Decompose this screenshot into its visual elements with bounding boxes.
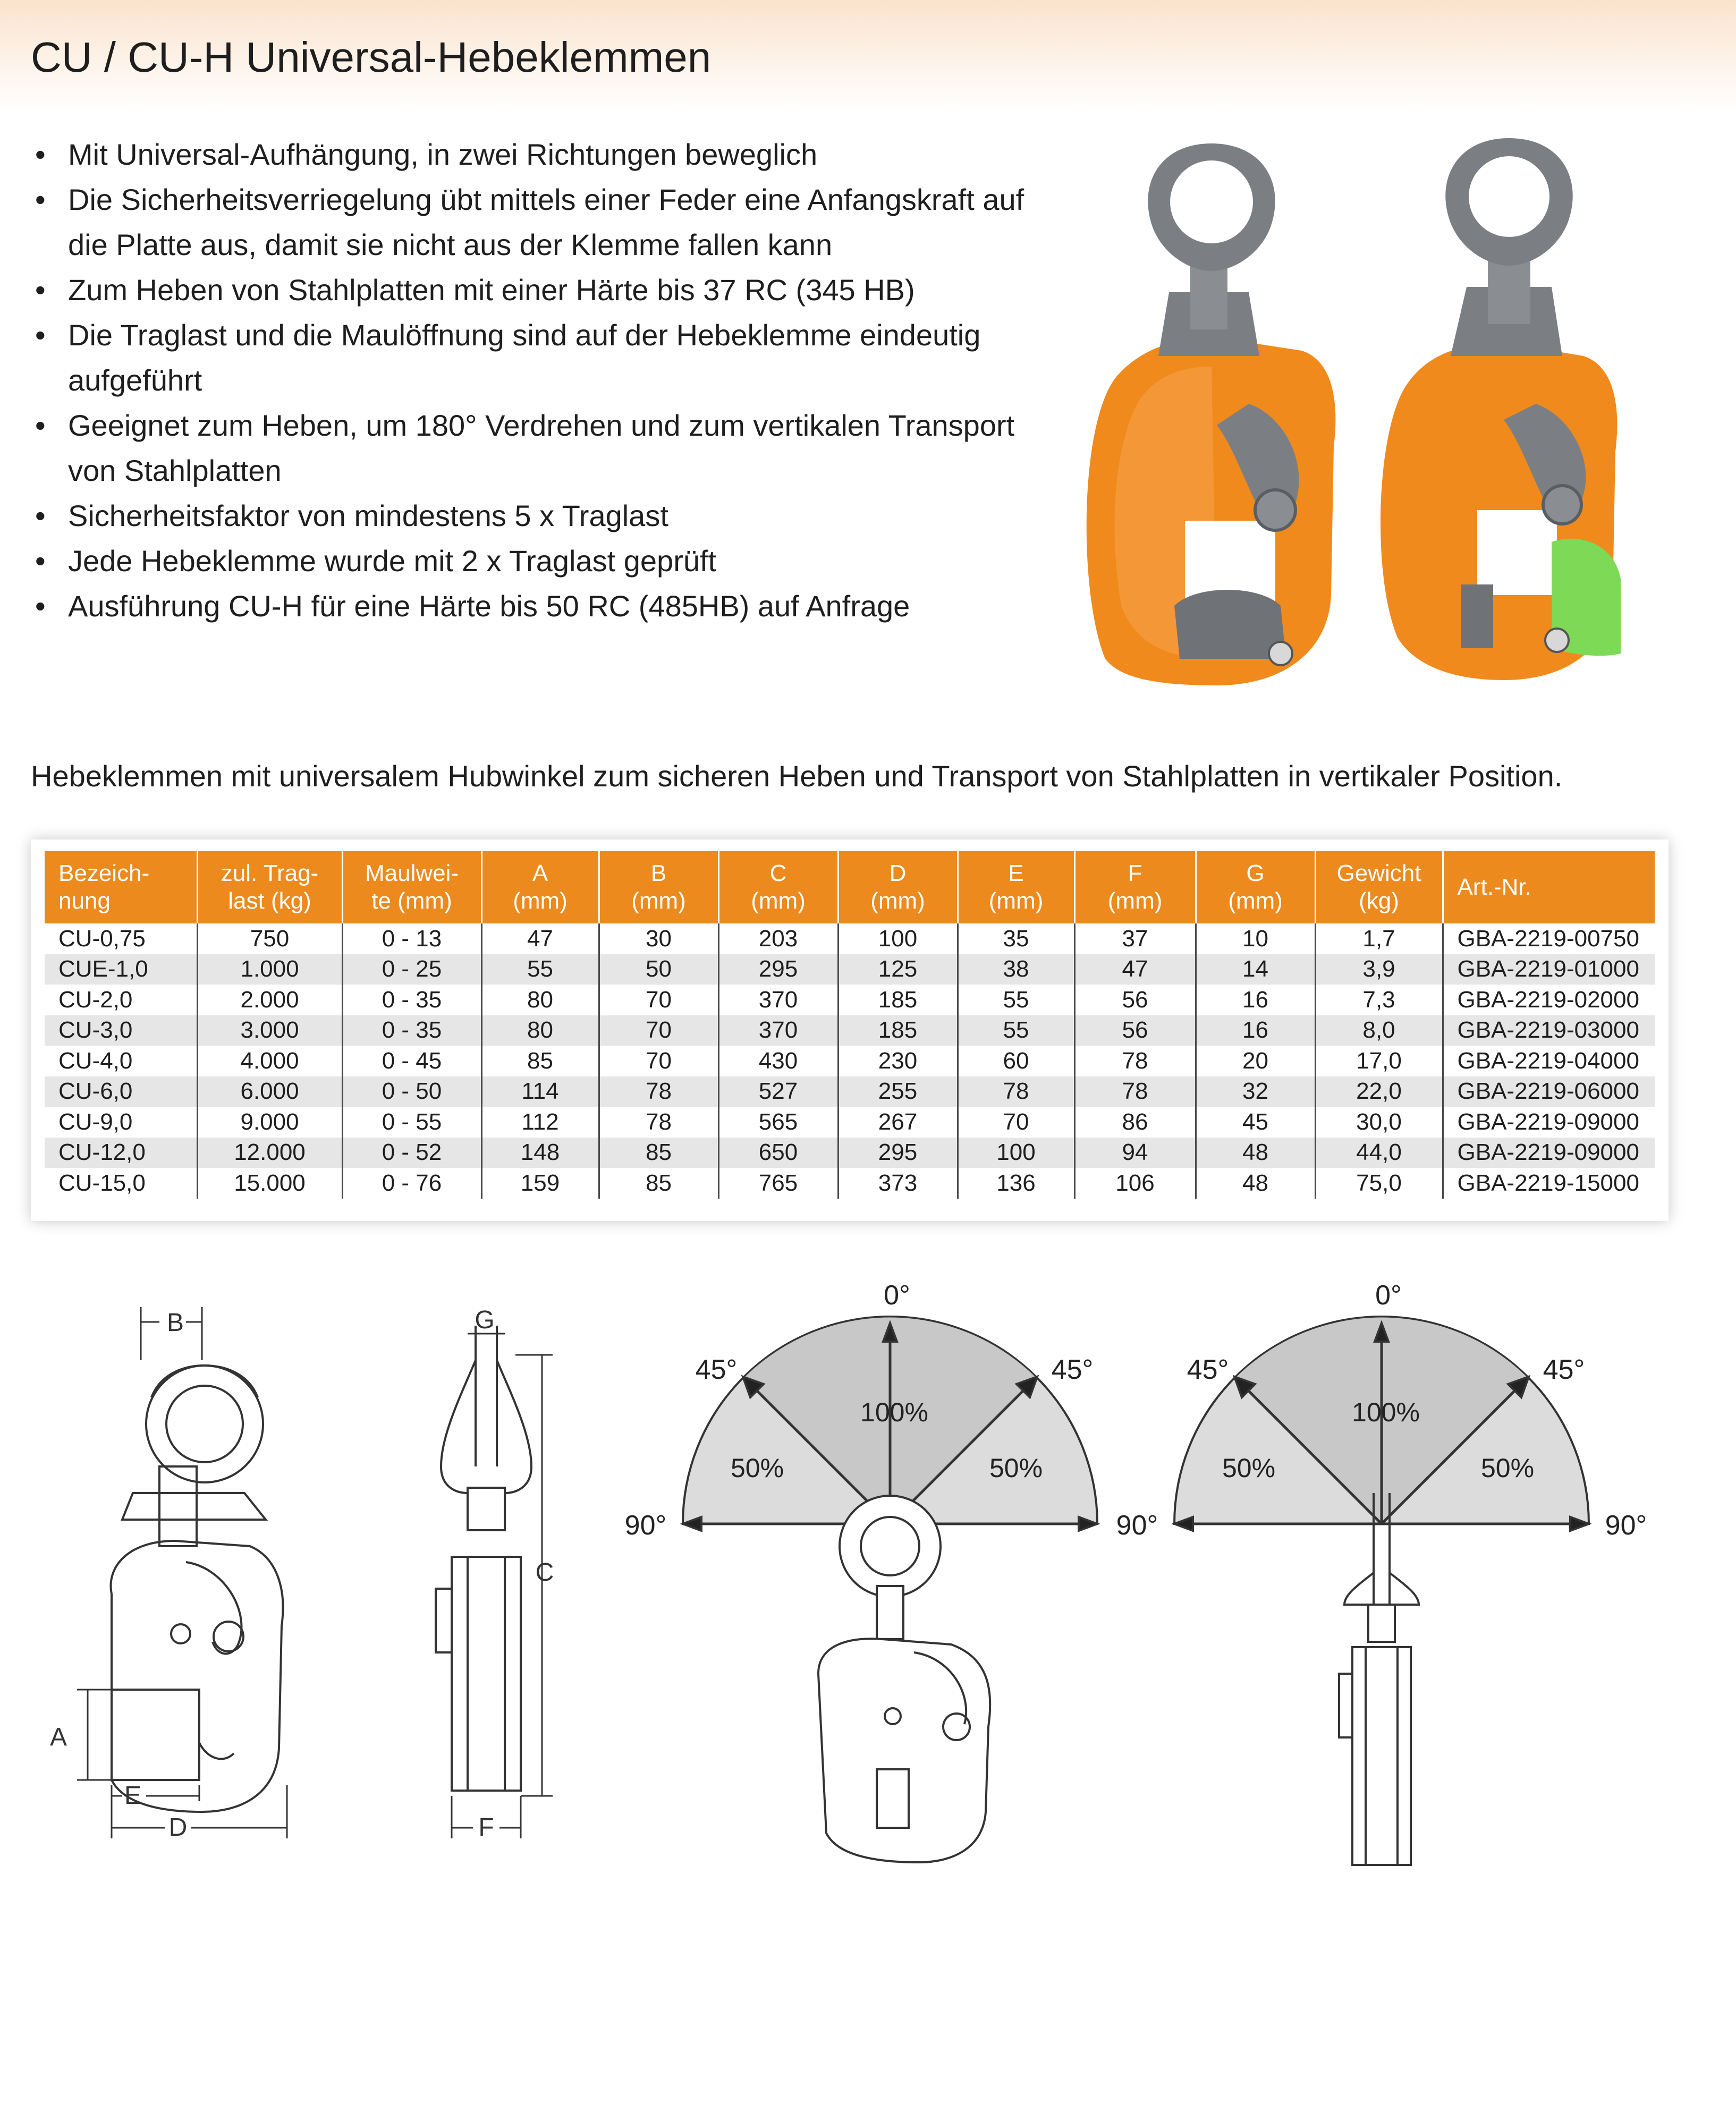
cell-b: 78 (599, 1076, 718, 1107)
cell-e: 100 (958, 1138, 1074, 1168)
load-label-100: 100% (1352, 1397, 1420, 1427)
bullet: • (35, 318, 46, 352)
cell-g: 20 (1196, 1046, 1315, 1076)
feature-text: Geeignet zum Heben, um 180° Verdrehen und zum vertikalen Transport von Stahlplatten (68, 409, 1015, 487)
cell-f: 47 (1074, 954, 1196, 985)
cell-a: 55 (481, 954, 599, 985)
angle-label-0: 0° (1375, 1280, 1402, 1311)
cell-b: 70 (599, 1046, 718, 1076)
cell-a: 80 (481, 985, 599, 1015)
col-header-e: E (mm) (958, 851, 1074, 923)
cell-d: 100 (838, 923, 958, 954)
cell-c: 565 (718, 1107, 838, 1138)
cell-b: 70 (599, 985, 718, 1015)
bullet: • (35, 273, 46, 307)
cell-b: 78 (599, 1107, 718, 1138)
feature-text: Ausführung CU-H für eine Härte bis 50 RC (485HB) auf Anfrage (68, 589, 910, 623)
cell-jaw: 0 - 25 (342, 954, 481, 985)
cell-g: 16 (1196, 1015, 1315, 1046)
clamp-illustration-right (1381, 138, 1621, 680)
cell-e: 70 (958, 1107, 1074, 1138)
table-row (45, 1046, 1655, 1076)
feature-item (31, 132, 1056, 177)
page-title: CU / CU-H Universal-Hebeklemmen (31, 33, 712, 81)
cell-a: 159 (481, 1168, 599, 1199)
cell-name: CU-6,0 (45, 1076, 197, 1107)
cell-load: 12.000 (197, 1138, 342, 1168)
angle-label-90-left: 90° (624, 1510, 667, 1541)
col-header-c: C (mm) (718, 851, 838, 923)
cell-load: 750 (197, 923, 342, 954)
table-row (45, 954, 1655, 985)
load-label-50-right: 50% (989, 1453, 1043, 1483)
cell-a: 114 (481, 1076, 599, 1107)
cell-article: GBA-2219-02000 (1443, 985, 1655, 1015)
cell-name: CU-3,0 (45, 1015, 197, 1046)
feature-text: Zum Heben von Stahlplatten mit einer Härte bis 37 RC (345 HB) (68, 273, 915, 307)
cell-b: 85 (599, 1168, 718, 1199)
col-header-d: D (mm) (838, 851, 958, 923)
side-view-drawing (436, 1306, 554, 1842)
cell-load: 9.000 (197, 1107, 342, 1138)
cell-load: 15.000 (197, 1168, 342, 1199)
cell-e: 136 (958, 1168, 1074, 1199)
angle-label-90-right: 90° (1605, 1510, 1647, 1541)
cell-load: 3.000 (197, 1015, 342, 1046)
feature-text: Mit Universal-Aufhängung, in zwei Richtungen beweglich (68, 138, 818, 171)
cell-c: 370 (718, 1015, 838, 1046)
feature-item (31, 312, 1056, 403)
spec-table (45, 851, 1655, 1199)
cell-article: GBA-2219-03000 (1443, 1015, 1655, 1046)
cell-c: 295 (718, 954, 838, 985)
bullet: • (35, 544, 46, 578)
table-row (45, 1107, 1655, 1138)
cell-a: 148 (481, 1138, 599, 1168)
cell-weight: 30,0 (1315, 1107, 1443, 1138)
bullet: • (35, 589, 46, 623)
product-photo (1057, 128, 1674, 691)
cell-jaw: 0 - 52 (342, 1138, 481, 1168)
feature-text: Jede Hebeklemme wurde mit 2 x Traglast geprüft (68, 544, 717, 578)
col-header-g: G (mm) (1196, 851, 1315, 923)
feature-item (31, 583, 1056, 629)
cell-weight: 7,3 (1315, 985, 1443, 1015)
bullet: • (35, 499, 46, 532)
cell-g: 45 (1196, 1107, 1315, 1138)
angle-label-0: 0° (884, 1280, 910, 1311)
cell-e: 38 (958, 954, 1074, 985)
cell-b: 50 (599, 954, 718, 985)
cell-f: 37 (1074, 923, 1196, 954)
cell-load: 2.000 (197, 985, 342, 1015)
load-label-100: 100% (860, 1397, 928, 1427)
cell-f: 78 (1074, 1076, 1196, 1107)
cell-a: 80 (481, 1015, 599, 1046)
dim-label-c: C (535, 1558, 554, 1587)
bullet: • (35, 409, 46, 442)
cell-g: 16 (1196, 985, 1315, 1015)
angle-diagram-front (625, 1280, 1158, 1862)
cell-e: 78 (958, 1076, 1074, 1107)
cell-b: 70 (599, 1015, 718, 1046)
bullet: • (35, 183, 46, 216)
cell-e: 60 (958, 1046, 1074, 1076)
clamp-illustration-left (1087, 143, 1336, 685)
cell-name: CU-0,75 (45, 923, 197, 954)
cell-load: 1.000 (197, 954, 342, 985)
table-row (45, 1015, 1655, 1046)
cell-name: CU-15,0 (45, 1168, 197, 1199)
cell-g: 10 (1196, 923, 1315, 954)
dim-label-a: A (49, 1723, 67, 1751)
table-header-row (45, 851, 1655, 923)
col-header-weight: Gewicht (kg) (1315, 851, 1443, 923)
cell-d: 185 (838, 985, 958, 1015)
feature-text: Die Traglast und die Maulöffnung sind auf der Hebeklemme eindeutig aufgeführt (68, 318, 981, 397)
table-row (45, 1076, 1655, 1107)
cell-d: 295 (838, 1138, 958, 1168)
cell-g: 48 (1196, 1168, 1315, 1199)
feature-text: Sicherheitsfaktor von mindestens 5 x Traglast (68, 499, 668, 532)
feature-text: Die Sicherheitsverriegelung übt mittels einer Feder eine Anfangskraft auf die Platte aus, damit sie nicht aus der Klemme fallen kann (68, 183, 1024, 261)
cell-g: 14 (1196, 954, 1315, 985)
cell-d: 267 (838, 1107, 958, 1138)
dim-label-b: B (166, 1309, 184, 1337)
cell-jaw: 0 - 76 (342, 1168, 481, 1199)
cell-weight: 8,0 (1315, 1015, 1443, 1046)
feature-item (31, 493, 1056, 538)
cell-name: CU-4,0 (45, 1046, 197, 1076)
cell-weight: 17,0 (1315, 1046, 1443, 1076)
cell-weight: 3,9 (1315, 954, 1443, 985)
cell-jaw: 0 - 55 (342, 1107, 481, 1138)
cell-name: CU-2,0 (45, 985, 197, 1015)
feature-item (31, 177, 1056, 267)
cell-d: 230 (838, 1046, 958, 1076)
cell-weight: 75,0 (1315, 1168, 1443, 1199)
load-label-50-right: 50% (1480, 1453, 1535, 1483)
cell-article: GBA-2219-06000 (1443, 1076, 1655, 1107)
cell-d: 125 (838, 954, 958, 985)
col-header-name: Bezeich- nung (45, 851, 197, 923)
cell-jaw: 0 - 13 (342, 923, 481, 954)
angle-diagram-side (1174, 1280, 1647, 1865)
cell-jaw: 0 - 50 (342, 1076, 481, 1107)
col-header-load: zul. Trag- last (kg) (197, 851, 342, 923)
cell-weight: 1,7 (1315, 923, 1443, 954)
table-row (45, 923, 1655, 954)
cell-article: GBA-2219-01000 (1443, 954, 1655, 985)
cell-c: 203 (718, 923, 838, 954)
cell-name: CU-12,0 (45, 1138, 197, 1168)
feature-item (31, 267, 1056, 312)
angle-label-45-left: 45° (695, 1354, 738, 1385)
col-header-b: B (mm) (599, 851, 718, 923)
table-row (45, 1138, 1655, 1168)
cell-a: 47 (481, 923, 599, 954)
table-row (45, 985, 1655, 1015)
dim-label-e: E (124, 1782, 142, 1810)
cell-b: 30 (599, 923, 718, 954)
angle-label-45-right: 45° (1543, 1354, 1585, 1385)
cell-c: 650 (718, 1138, 838, 1168)
cell-c: 370 (718, 985, 838, 1015)
cell-f: 106 (1074, 1168, 1196, 1199)
cell-weight: 22,0 (1315, 1076, 1443, 1107)
cell-g: 32 (1196, 1076, 1315, 1107)
load-label-50-left: 50% (1222, 1453, 1276, 1483)
cell-c: 527 (718, 1076, 838, 1107)
cell-d: 185 (838, 1015, 958, 1046)
cell-a: 112 (481, 1107, 599, 1138)
front-view-drawing (50, 1307, 287, 1842)
table-row (45, 1168, 1655, 1199)
cell-f: 86 (1074, 1107, 1196, 1138)
cell-load: 6.000 (197, 1076, 342, 1107)
cell-jaw: 0 - 45 (342, 1046, 481, 1076)
cell-a: 85 (481, 1046, 599, 1076)
dim-label-d: D (168, 1813, 188, 1842)
cell-article: GBA-2219-15000 (1443, 1168, 1655, 1199)
cell-jaw: 0 - 35 (342, 1015, 481, 1046)
cell-weight: 44,0 (1315, 1138, 1443, 1168)
cell-d: 255 (838, 1076, 958, 1107)
cell-d: 373 (838, 1168, 958, 1199)
cell-jaw: 0 - 35 (342, 985, 481, 1015)
spec-table-card (31, 839, 1669, 1221)
dim-label-g: G (475, 1306, 495, 1334)
cell-e: 55 (958, 1015, 1074, 1046)
cell-article: GBA-2219-04000 (1443, 1046, 1655, 1076)
cell-e: 35 (958, 923, 1074, 954)
angle-label-45-left: 45° (1187, 1354, 1229, 1385)
cell-name: CUE-1,0 (45, 954, 197, 985)
cell-f: 56 (1074, 985, 1196, 1015)
table-body (45, 923, 1655, 1199)
cell-name: CU-9,0 (45, 1107, 197, 1138)
cell-load: 4.000 (197, 1046, 342, 1076)
cell-article: GBA-2219-00750 (1443, 923, 1655, 954)
cell-article: GBA-2219-09000 (1443, 1107, 1655, 1138)
cell-f: 56 (1074, 1015, 1196, 1046)
cell-c: 765 (718, 1168, 838, 1199)
cell-article: GBA-2219-09000 (1443, 1138, 1655, 1168)
angle-label-90-right: 90° (1116, 1510, 1158, 1541)
cell-b: 85 (599, 1138, 718, 1168)
col-header-f: F (mm) (1074, 851, 1196, 923)
cell-g: 48 (1196, 1138, 1315, 1168)
angle-label-45-right: 45° (1051, 1354, 1094, 1385)
load-label-50-left: 50% (730, 1453, 784, 1483)
col-header-jaw: Maulwei- te (mm) (342, 851, 481, 923)
feature-list (31, 132, 1056, 629)
cell-c: 430 (718, 1046, 838, 1076)
dim-label-f: F (478, 1813, 494, 1842)
cell-f: 94 (1074, 1138, 1196, 1168)
col-header-article: Art.-Nr. (1443, 851, 1655, 923)
bullet: • (35, 138, 46, 171)
feature-item (31, 538, 1056, 583)
intro-text: Hebeklemmen mit universalem Hubwinkel zum sicheren Heben und Transport von Stahlplatten in vertikaler Position. (31, 759, 1563, 793)
col-header-a: A (mm) (481, 851, 599, 923)
cell-f: 78 (1074, 1046, 1196, 1076)
technical-drawings (0, 1254, 1736, 1892)
feature-item (31, 403, 1056, 493)
cell-e: 55 (958, 985, 1074, 1015)
